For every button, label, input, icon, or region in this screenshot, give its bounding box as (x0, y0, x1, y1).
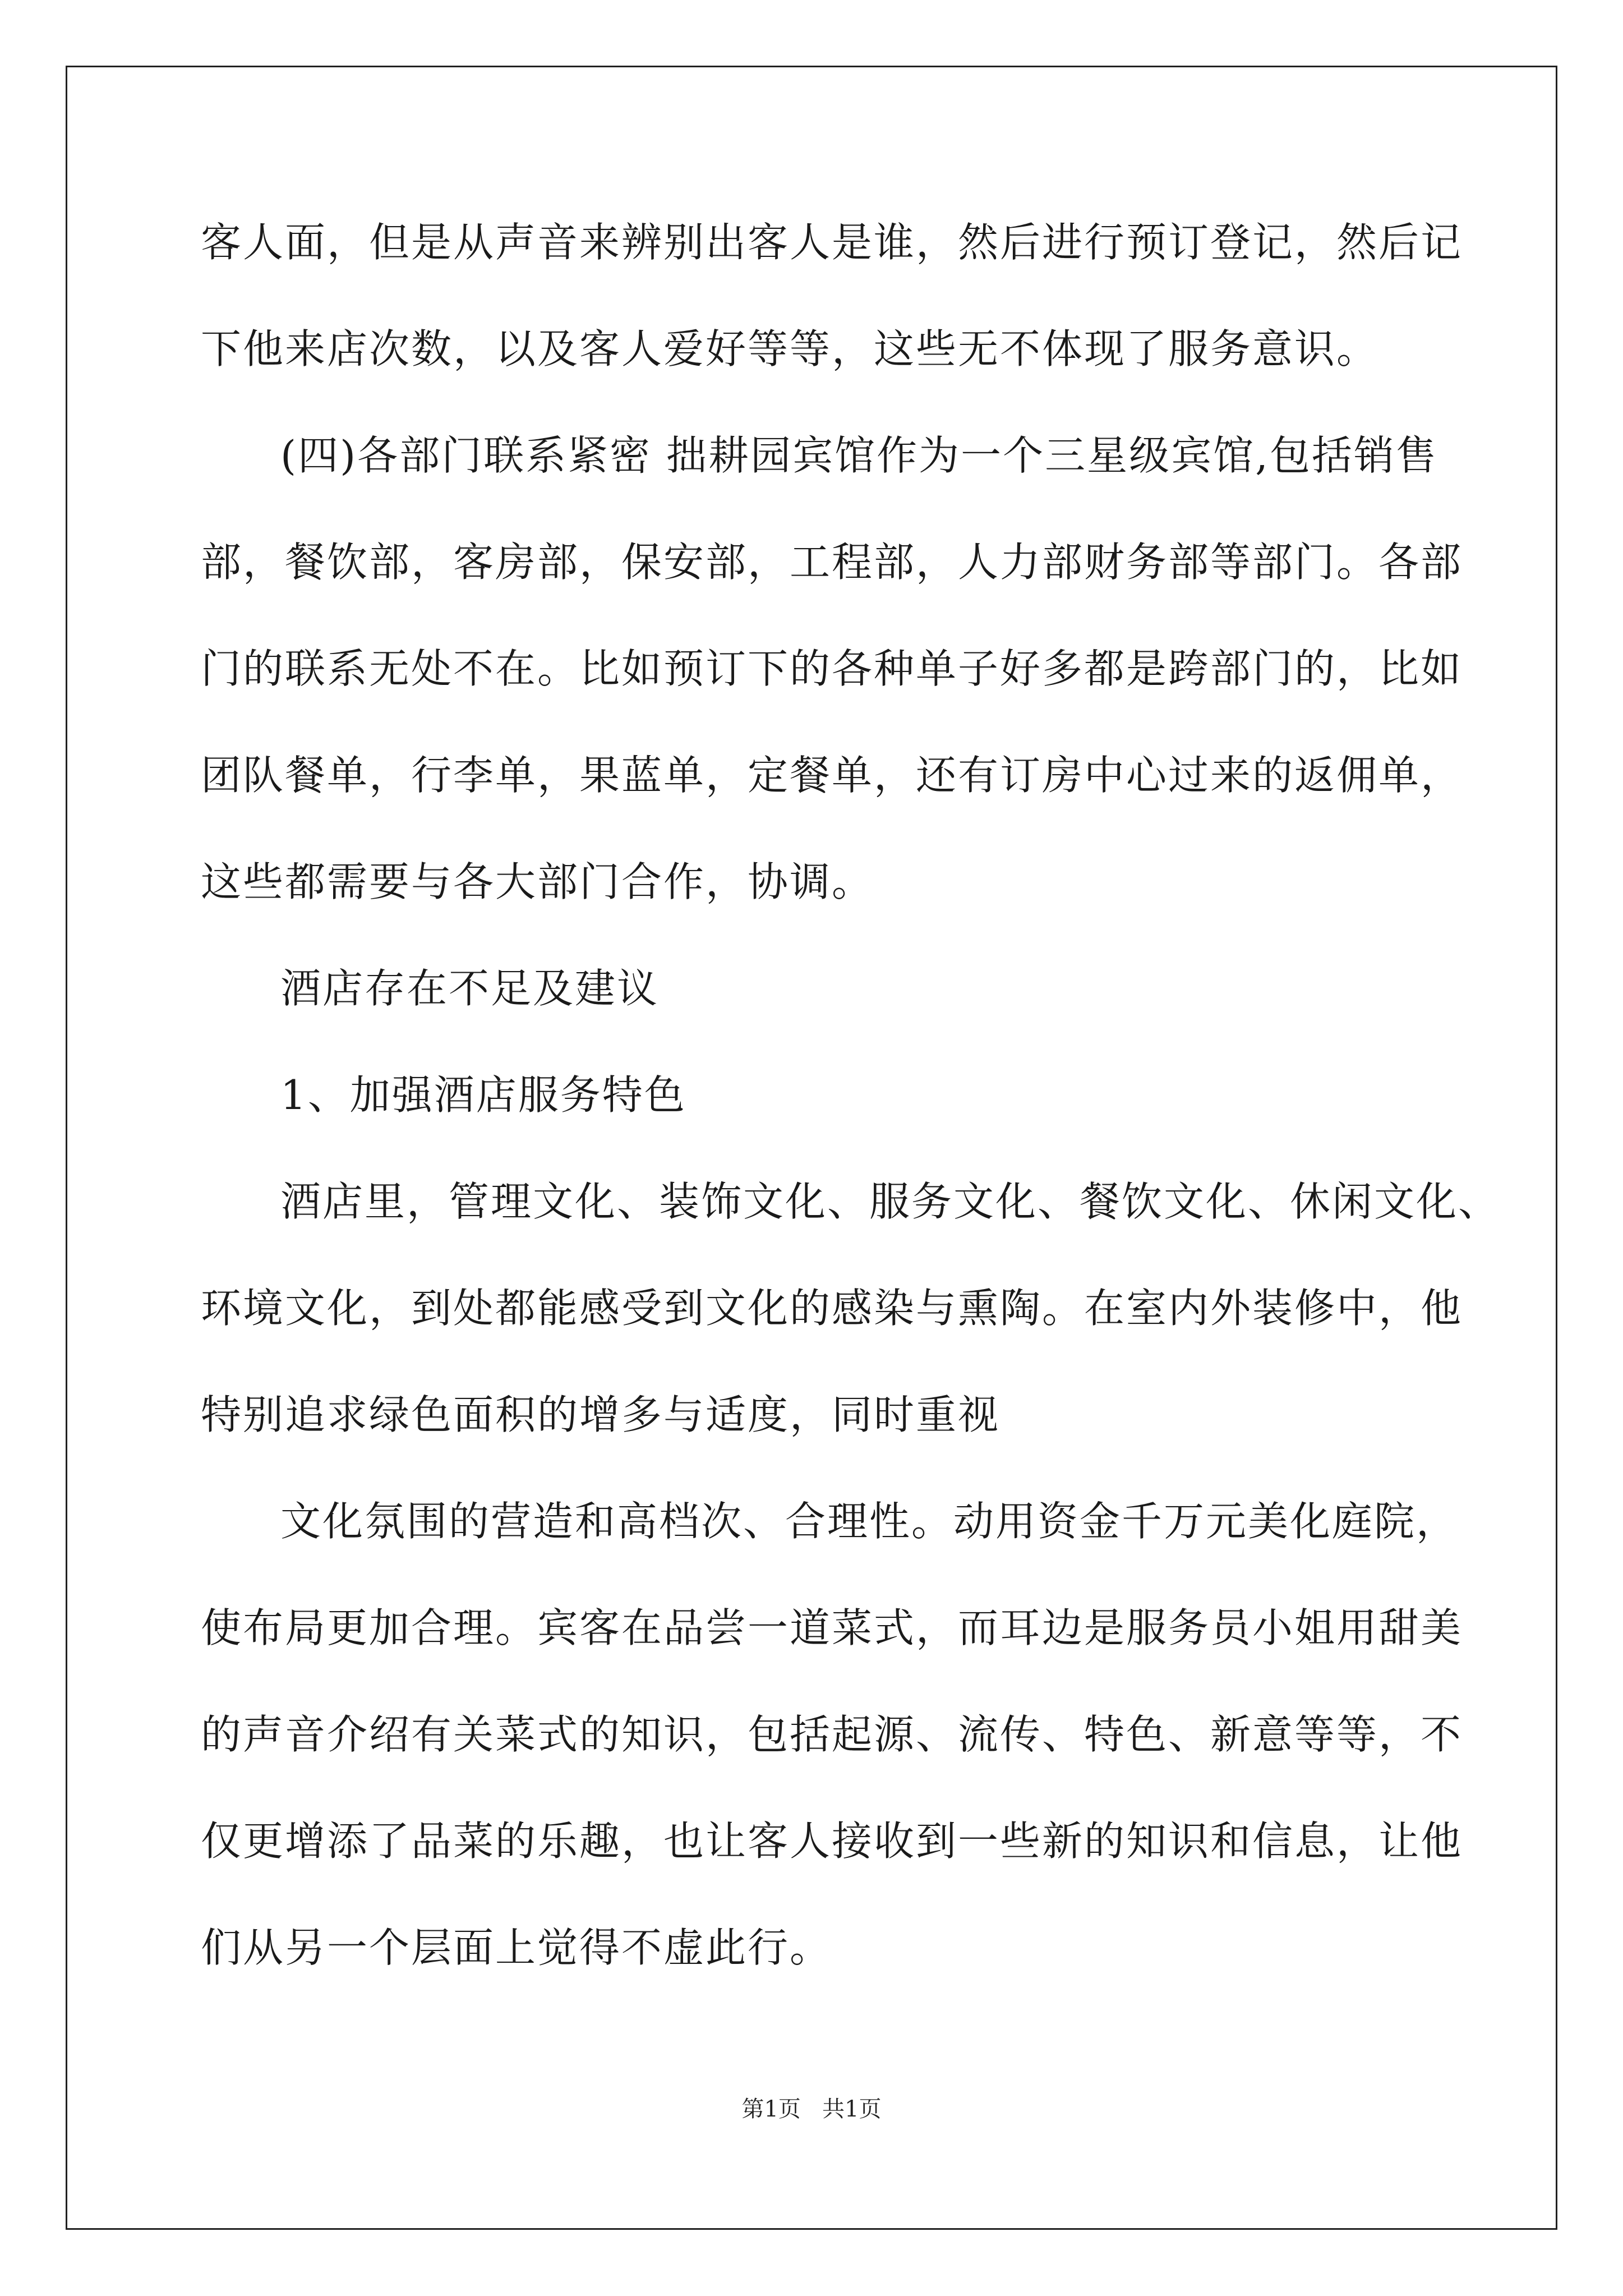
text-line: 特别追求绿色面积的增多与适度，同时重视 (201, 1391, 1000, 1438)
page-border (66, 66, 1557, 2230)
text-line: 们从另一个层面上觉得不虚此行。 (201, 1924, 832, 1971)
page-footer: 第1页 共1页 (741, 2096, 882, 2122)
text-line: 门的联系无处不在。比如预订下的各种单子好多都是跨部门的，比如 (201, 645, 1463, 692)
text-line: (四)各部门联系紧密 拙耕园宾馆作为一个三星级宾馆,包括销售 (280, 432, 1438, 479)
text-line: 使布局更加合理。宾客在品尝一道菜式，而耳边是服务员小姐用甜美 (201, 1604, 1463, 1651)
subsection-heading: 1、加强酒店服务特色 (280, 1071, 686, 1119)
text-line: 环境文化，到处都能感受到文化的感染与熏陶。在室内外装修中，他 (201, 1285, 1463, 1332)
text-line: 酒店里，管理文化、装饰文化、服务文化、餐饮文化、休闲文化、 (280, 1178, 1501, 1225)
text-line: 这些都需要与各大部门合作，协调。 (201, 858, 874, 905)
text-line: 仅更增添了品菜的乐趣，也让客人接收到一些新的知识和信息，让他 (201, 1818, 1463, 1865)
text-line: 团队餐单，行李单，果蓝单，定餐单，还有订房中心过来的返佣单， (201, 752, 1463, 799)
text-line: 客人面，但是从声音来辨别出客人是谁，然后进行预订登记，然后记 (201, 219, 1463, 266)
text-line: 文化氛围的营造和高档次、合理性。动用资金千万元美化庭院， (280, 1498, 1459, 1545)
text-line: 部，餐饮部，客房部，保安部，工程部，人力部财务部等部门。各部 (201, 539, 1463, 586)
text-line: 的声音介绍有关菜式的知识，包括起源、流传、特色、新意等等，不 (201, 1711, 1463, 1758)
section-heading: 酒店存在不足及建议 (280, 965, 660, 1012)
text-line: 下他来店次数，以及客人爱好等等，这些无不体现了服务意识。 (201, 325, 1379, 372)
